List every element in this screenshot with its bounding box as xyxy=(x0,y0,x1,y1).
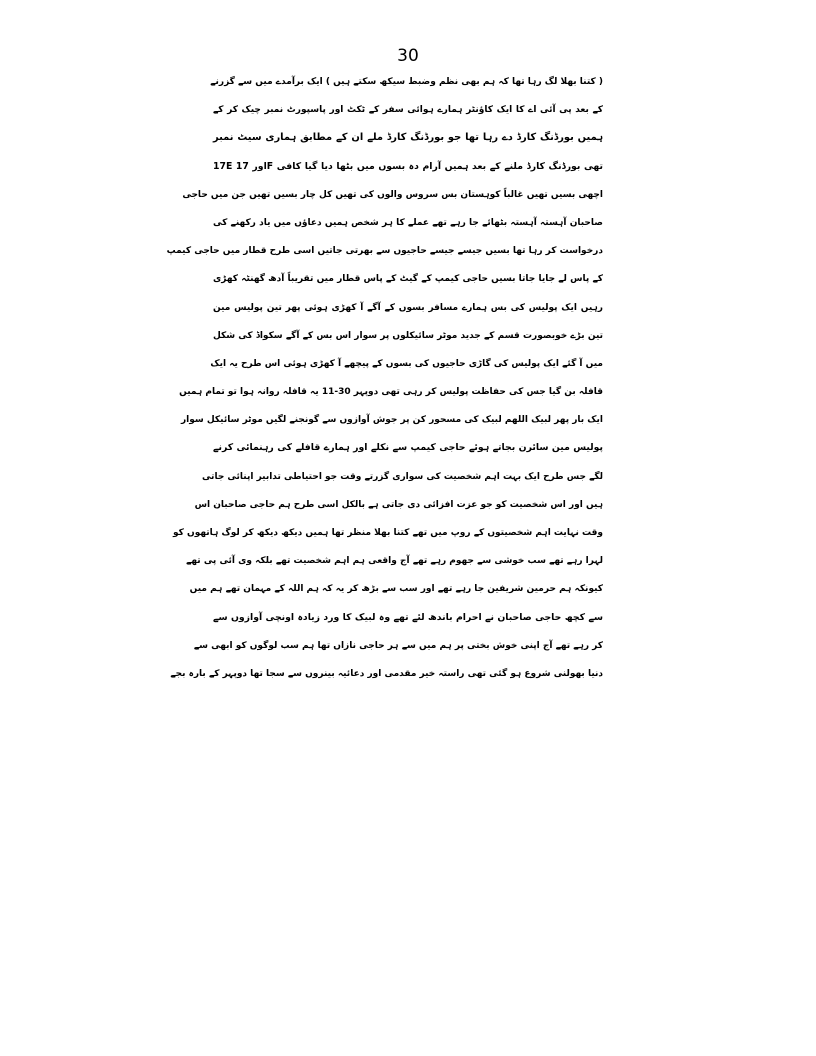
page-number: 30 xyxy=(397,46,419,66)
text-line: کے بعد پی آئی اے کا ایک کاؤنٹر ہمارے ہوائی سفر کے ٹکٹ اور پاسپورٹ نمبر چیک کر کے xyxy=(213,105,603,116)
text-line: ( کتنا بھلا لگ رہا تھا کہ ہم بھی نظم وضبط سیکھ سکتے ہیں ) ایک برآمدے میں سے گزرنے xyxy=(210,77,603,87)
text-line: پولیس مین سائرن بجاتے ہوئے حاجی کیمپ سے نکلے اور ہمارے قافلے کی رہنمائی کرنے xyxy=(213,442,603,454)
text-line: صاحبان آہستہ آہستہ بٹھائے جا رہے تھے عملے کا ہر شخص ہمیں دعاؤں میں یاد رکھنے کی xyxy=(213,217,603,228)
text-line: ہیں اور اس شخصیت کو جو عزت افزائی دی جاتی ہے بالکل اسی طرح ہم حاجی صاحبان اس xyxy=(194,499,603,510)
text-line: سے کچھ حاجی صاحبان نے احرام باندھ لئے تھے وہ لبیک کا ورد زیادہ اونچی آوازوں سے xyxy=(213,611,603,623)
text-line: 17E اور 17F تھی بورڈنگ کارڈ ملنے کے بعد ہمیں آرام دہ بسوں میں بٹھا دیا گیا کافی xyxy=(213,160,604,172)
text-line: رہیں ایک پولیس کی بس ہمارے مسافر بسوں کے آگے آ کھڑی ہوئی پھر تین پولیس مین xyxy=(213,302,603,313)
text-line: ایک بار پھر لبیک اللھم لبیک کی مسحور کن پر جوش آوازوں سے گونجنے لگیں موٹر سائیکل سوار xyxy=(181,415,603,426)
text-line: اچھی بسیں تھیں غالباً کوہستان بس سروس والوں کی تھیں کل چار بسیں تھیں جن میں حاجی xyxy=(182,189,603,200)
text-line: میں آ گئے ایک پولیس کی گاڑی حاجیوں کی بسوں کے پیچھے آ کھڑی ہوئی اس طرح یہ ایک xyxy=(210,358,603,369)
text-line: قافلہ بن گیا جس کی حفاظت پولیس کر رہی تھی دوپہر 30-11 یہ قافلہ روانہ ہوا تو تمام ہمیں xyxy=(179,387,603,398)
text-line: لگے جس طرح ایک بہت اہم شخصیت کی سواری گزرتے وقت جو احتیاطی تدابیر اپنائی جاتی xyxy=(201,471,603,482)
text-line: ہمیں بورڈنگ کارڈ دے رہا تھا جو بورڈنگ کارڈ ملے ان کے مطابق ہماری سیٹ نمبر xyxy=(213,132,603,144)
text-line: دنیا بھولنی شروع ہو گئی تھی راستہ خیر مقدمی اور دعائیہ بینروں سے سجا تھا دوپہر کے بارہ بجے xyxy=(170,668,603,679)
text-line: کر رہے تھے آج اپنی خوش بختی پر ہم میں سے ہر حاجی نازاں تھا ہم سب لوگوں کو ابھی سے xyxy=(193,640,603,651)
text-line: درخواست کر رہا تھا بسیں جیسے جیسے حاجیوں سے بھرتی جاتیں اسی طرح قطار میں حاجی کیمپ xyxy=(166,246,603,257)
text-line: لہرا رہے تھے سب خوشی سے جھوم رہے تھے آج واقعی ہم اہم شخصیت تھے بلکہ وی آئی پی تھے xyxy=(186,556,603,567)
text-line: تین بڑے خوبصورت قسم کے جدید موٹر سائیکلوں پر سوار اس بس کے آگے سکواڈ کی شکل xyxy=(213,330,603,341)
text-line: وقت نہایت اہم شخصیتوں کے روپ میں تھے کتنا بھلا منظر تھا ہمیں دیکھ دیکھ کر لوگ ہاتھوں کو xyxy=(173,528,603,538)
text-line: کیونکہ ہم حرمین شریفین جا رہے تھے اور سب سے بڑھ کر یہ کہ ہم اللہ کے مہمان تھے ہم میں xyxy=(189,584,603,595)
body-text xyxy=(166,68,604,688)
text-line: کے پاس لے جایا جاتا بسیں حاجی کیمپ کے گیٹ کے پاس قطار میں تقریباً آدھ گھنٹہ کھڑی xyxy=(213,274,603,285)
